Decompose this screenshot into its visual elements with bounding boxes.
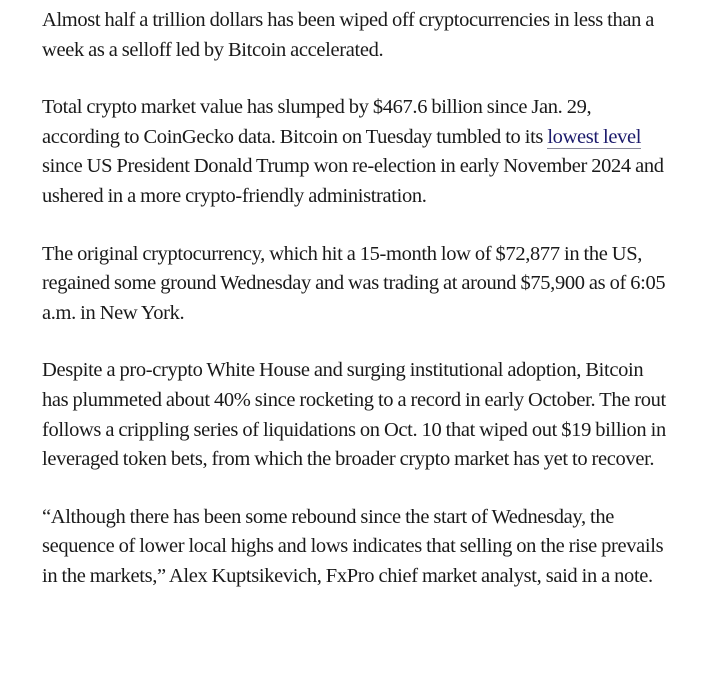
paragraph-market-value — [42, 93, 670, 211]
paragraph-bitcoin-price: The original cryptocurrency, which hit a 15-month low of $72,877 in the US, regained some ground Wednesday and was trading at around $75,900 as of 6:05 a.m. in New York. — [42, 242, 666, 324]
paragraph-text-before-link: Total crypto market value has slumped by $467.6 billion since Jan. 29, according to CoinGecko data. Bitcoin on Tuesday tumbled to its — [42, 96, 592, 148]
lowest-level-link[interactable]: lowest level — [547, 125, 642, 148]
paragraph-text-after-link: since US President Donald Trump won re-election in early November 2024 and ushered in a more crypto-friendly administration. — [42, 155, 664, 207]
paragraph-bitcoin-decline: Despite a pro-crypto White House and surging institutional adoption, Bitcoin has plummeted about 40% since rocketing to a record in early October. The rout follows a crippling series of liquidations on Oct. 10 that wiped out $19 billion in leveraged token bets, from which the broader crypto market has yet to recover. — [42, 359, 666, 471]
paragraph-selloff-intro: Almost half a trillion dollars has been wiped off cryptocurrencies in less than a week as a selloff led by Bitcoin accelerated. — [42, 9, 655, 61]
paragraph-analyst-quote: “Although there has been some rebound since the start of Wednesday, the sequence of lower local highs and lows indicates that selling on the rise prevails in the markets,” Alex Kuptsikevich, FxPro chief market analyst, said in a note. — [42, 505, 664, 587]
